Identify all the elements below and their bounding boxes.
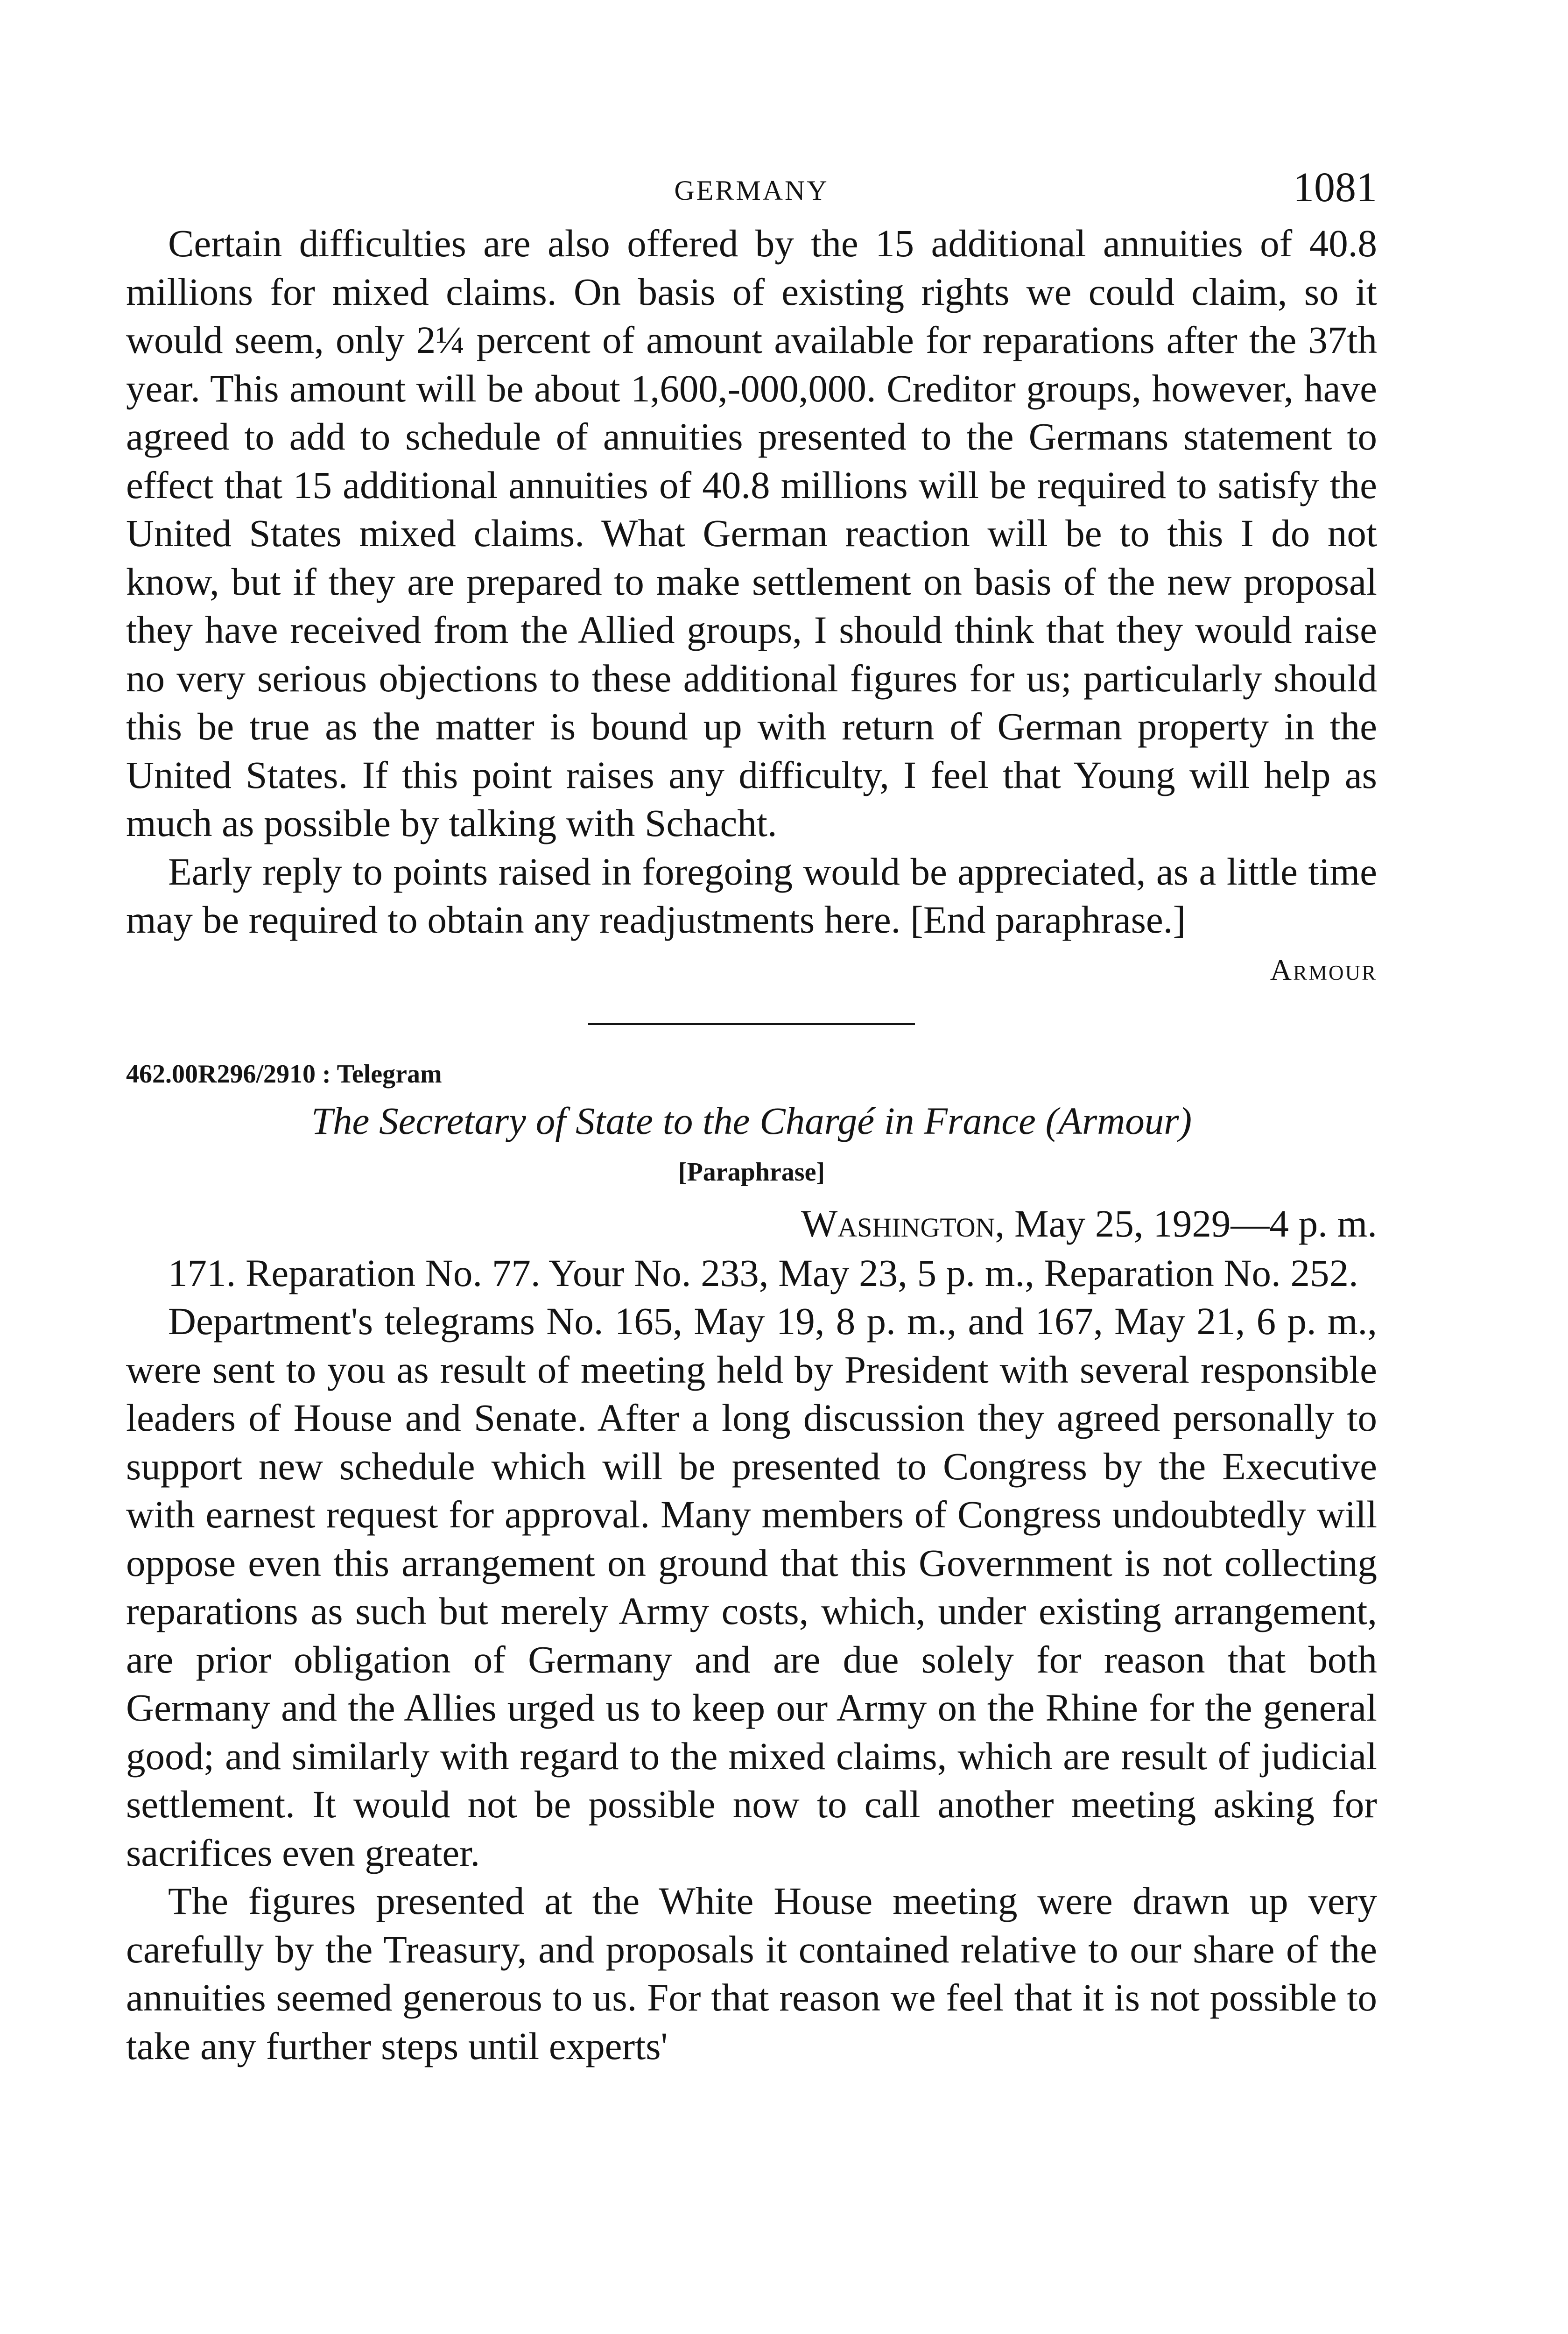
page-number: 1081 (1293, 164, 1377, 211)
dateline-date: , May 25, 1929—4 p. m. (995, 1202, 1377, 1245)
dateline (126, 1198, 1377, 1249)
paragraph-mixed-claims: Certain difficulties are also offered by the 15 additional annuities of 40.8 millions for mixed claims. On basis of existing rights we could claim, so it would seem, only 2¼ percent of amount available for reparations after the 37th year. This amount will be about 1,600,-000,000. Creditor groups, however, have agreed to add to schedule of annuities presented to the Germans statement to effect that 15 additional annuities of 40.8 millions will be required to satisfy the United States mixed claims. What German reaction will be to this I do not know, but if they are prepared to make settlement on basis of the new proposal they have received from the Allied groups, I should think that they would raise no very serious objections to these additional figures for us; particularly should this be true as the matter is bound up with return of German property in the United States. If this point raises any difficulty, I feel that Young will help as much as possible by talking with Schacht. (126, 222, 1377, 844)
dateline-place: Washington (801, 1202, 995, 1245)
document-title: The Secretary of State to the Chargé in France (Armour) (311, 1099, 1192, 1142)
document-page (126, 154, 1377, 2334)
paragraph-early-reply: Early reply to points raised in foregoing would be appreciated, as a little time may be required to obtain any readjustments here. [End paraphrase.] (126, 850, 1377, 941)
file-reference: 462.00R296/2910 : Telegram (126, 1059, 442, 1089)
paragraph-white-house-figures: The figures presented at the White House meeting were drawn up very carefully by the Treasury, and proposals it contained relative to our share of the annuities seemed generous to us. For that reason we feel that it is not possible to take any further steps until experts' (126, 1879, 1377, 2067)
paragraph-reparation-ref: 171. Reparation No. 77. Your No. 233, May 23, 5 p. m., Reparation No. 252. (168, 1251, 1358, 1294)
paraphrase-note: [Paraphrase] (678, 1157, 825, 1187)
running-head (126, 154, 1377, 219)
paragraph-department-telegrams: Department's telegrams No. 165, May 19, 8 p. m., and 167, May 21, 6 p. m., were sent to you as result of meeting held by President with several responsible leaders of House and Senate. After a long discussion they agreed personally to support new schedule which will be presented to Congress by the Executive with earnest request for approval. Many members of Congress undoubtedly will oppose even this arrangement on ground that this Government is not collecting reparations as such but merely Army costs, which, under existing arrangement, are prior obligation of Germany and are due solely for reason that both Germany and the Allies urged us to keep our Army on the Rhine for the general good; and similarly with regard to the mixed claims, which are result of judicial settlement. It would not be possible now to call another meeting asking for sacrifices even greater. (126, 1300, 1377, 1874)
section-divider (588, 1023, 915, 1025)
running-title: GERMANY (674, 175, 829, 206)
signature: Armour (1270, 953, 1377, 986)
